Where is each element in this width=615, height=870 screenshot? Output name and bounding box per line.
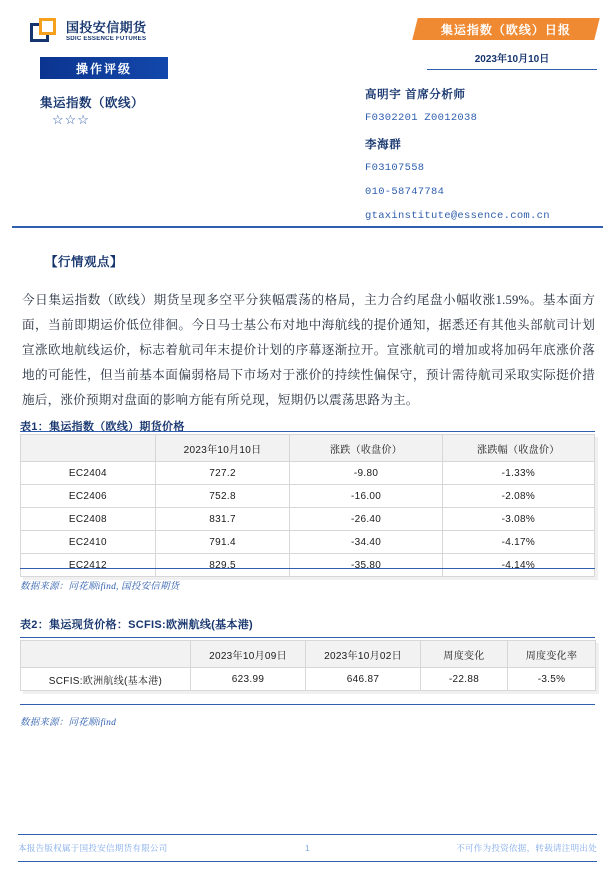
table2-cell-weekly-change: -22.88 bbox=[421, 668, 508, 691]
table-row bbox=[21, 508, 595, 531]
analyst-contact-block bbox=[365, 86, 597, 222]
table1-cell-contract: EC2408 bbox=[21, 508, 156, 531]
footer-copyright: 本报告版权属于国投安信期货有限公司 bbox=[18, 843, 168, 853]
header-divider bbox=[12, 226, 603, 228]
logo-mark-icon bbox=[30, 18, 60, 46]
page-footer bbox=[18, 834, 597, 862]
report-date: 2023年10月10日 bbox=[427, 50, 597, 70]
analyst-cert-primary: F0302201 Z0012038 bbox=[365, 112, 478, 124]
table1-cell-contract: EC2404 bbox=[21, 462, 156, 485]
table2-col-weekly-change-pct: 周度变化率 bbox=[508, 641, 596, 668]
analyst-name-primary: 高明宇 首席分析师 bbox=[365, 89, 466, 101]
table2-col-date-current: 2023年10月09日 bbox=[191, 641, 306, 668]
table1-cell-price: 727.2 bbox=[155, 462, 290, 485]
report-title-banner bbox=[412, 18, 600, 40]
logo-name-cn: 国投安信期货 bbox=[66, 20, 147, 35]
spot-price-table bbox=[20, 640, 596, 691]
table-row bbox=[21, 554, 595, 577]
table1-cell-contract: EC2406 bbox=[21, 485, 156, 508]
table2-bottom-rule bbox=[20, 704, 595, 705]
table1-cell-contract: EC2410 bbox=[21, 531, 156, 554]
table1-source-note: 数据来源：同花顺ifind, 国投安信期货 bbox=[20, 582, 180, 592]
table1-cell-price: 752.8 bbox=[155, 485, 290, 508]
table1-cell-contract: EC2412 bbox=[21, 554, 156, 577]
table1-col-change-pct: 涨跌幅（收盘价） bbox=[442, 435, 594, 462]
table1-bottom-rule bbox=[20, 568, 595, 569]
contact-phone: 010-58747784 bbox=[365, 186, 445, 198]
market-view-paragraph: 今日集运指数（欧线）期货呈现多空平分狭幅震荡的格局，主力合约尾盘小幅收涨1.59%。基本面方面，当前即期运价低位徘徊。今日马士基公布对地中海航线的提价通知，据悉还有其他头部航司计划宣涨欧地航线运价，标志着航司年末提价计划的序幕逐渐拉开。宣涨航司的增加或将加码年底涨价落地的可能性，但当前基本面偏弱格局下市场对于涨价的持续性偏保守，预计需待航司采取实际挺价措施后，涨价预期对盘面的影响方能有所兑现，短期仍以震荡思路为主。 bbox=[22, 293, 595, 407]
table1-cell-change-pct: -1.33% bbox=[442, 462, 594, 485]
table2-source-note: 数据来源：同花顺ifind bbox=[20, 718, 117, 728]
rating-stars: ☆☆☆ bbox=[52, 112, 90, 127]
table1-cell-price: 831.7 bbox=[155, 508, 290, 531]
table1-top-rule bbox=[20, 431, 595, 432]
report-header bbox=[0, 0, 615, 228]
analyst-cert-secondary: F03107558 bbox=[365, 162, 425, 174]
table-row bbox=[21, 531, 595, 554]
table2-col-index bbox=[21, 641, 191, 668]
company-logo bbox=[30, 18, 146, 46]
footer-page-number: 1 bbox=[304, 843, 311, 853]
contact-email: gtaxinstitute@essence.com.cn bbox=[365, 210, 550, 222]
table2-col-weekly-change: 周度变化 bbox=[421, 641, 508, 668]
table-row bbox=[21, 668, 596, 691]
table2-cell-index: SCFIS:欧洲航线(基本港) bbox=[21, 668, 191, 691]
table1-cell-change: -9.80 bbox=[290, 462, 442, 485]
table2-header-row bbox=[21, 641, 596, 668]
table1-wrapper bbox=[20, 434, 595, 577]
analyst-name-secondary: 李海群 bbox=[365, 139, 402, 151]
table1-cell-change-pct: -2.08% bbox=[442, 485, 594, 508]
table1-cell-change: -26.40 bbox=[290, 508, 442, 531]
table1-col-change: 涨跌（收盘价） bbox=[290, 435, 442, 462]
table1-header-row bbox=[21, 435, 595, 462]
futures-price-table bbox=[20, 434, 595, 577]
rating-product-name: 集运指数（欧线） bbox=[40, 96, 145, 110]
logo-text bbox=[66, 18, 146, 42]
table1-col-contract bbox=[21, 435, 156, 462]
table1-cell-change-pct: -3.08% bbox=[442, 508, 594, 531]
table2-cell-weekly-change-pct: -3.5% bbox=[508, 668, 596, 691]
table-row bbox=[21, 485, 595, 508]
table-row bbox=[21, 462, 595, 485]
table2-caption: 表2：集运现货价格：SCFIS:欧洲航线(基本港) bbox=[20, 619, 253, 631]
table1-caption: 表1：集运指数（欧线）期货价格 bbox=[20, 421, 185, 433]
footer-disclaimer: 不可作为投资依据，转载请注明出处 bbox=[456, 843, 597, 853]
table2-top-rule bbox=[20, 637, 595, 638]
table2-cell-current: 623.99 bbox=[191, 668, 306, 691]
logo-square-orange-icon bbox=[39, 18, 56, 35]
table1-cell-change: -34.40 bbox=[290, 531, 442, 554]
table2-cell-previous: 646.87 bbox=[306, 668, 421, 691]
report-title: 集运指数（欧线）日报 bbox=[440, 22, 571, 37]
section-title-market-view: 【行情观点】 bbox=[45, 255, 124, 269]
table2-wrapper bbox=[20, 640, 595, 691]
table1-cell-price: 791.4 bbox=[155, 531, 290, 554]
table1-cell-change-pct: -4.17% bbox=[442, 531, 594, 554]
table1-cell-price: 829.5 bbox=[155, 554, 290, 577]
rating-banner-label: 操作评级 bbox=[75, 61, 132, 76]
table2-col-date-previous: 2023年10月02日 bbox=[306, 641, 421, 668]
logo-name-en: SDIC ESSENCE FUTURES bbox=[66, 36, 147, 42]
rating-banner bbox=[40, 57, 168, 79]
table1-cell-change: -16.00 bbox=[290, 485, 442, 508]
table1-cell-change-pct: -4.14% bbox=[442, 554, 594, 577]
table1-cell-change: -35.80 bbox=[290, 554, 442, 577]
table1-col-date: 2023年10月10日 bbox=[155, 435, 290, 462]
